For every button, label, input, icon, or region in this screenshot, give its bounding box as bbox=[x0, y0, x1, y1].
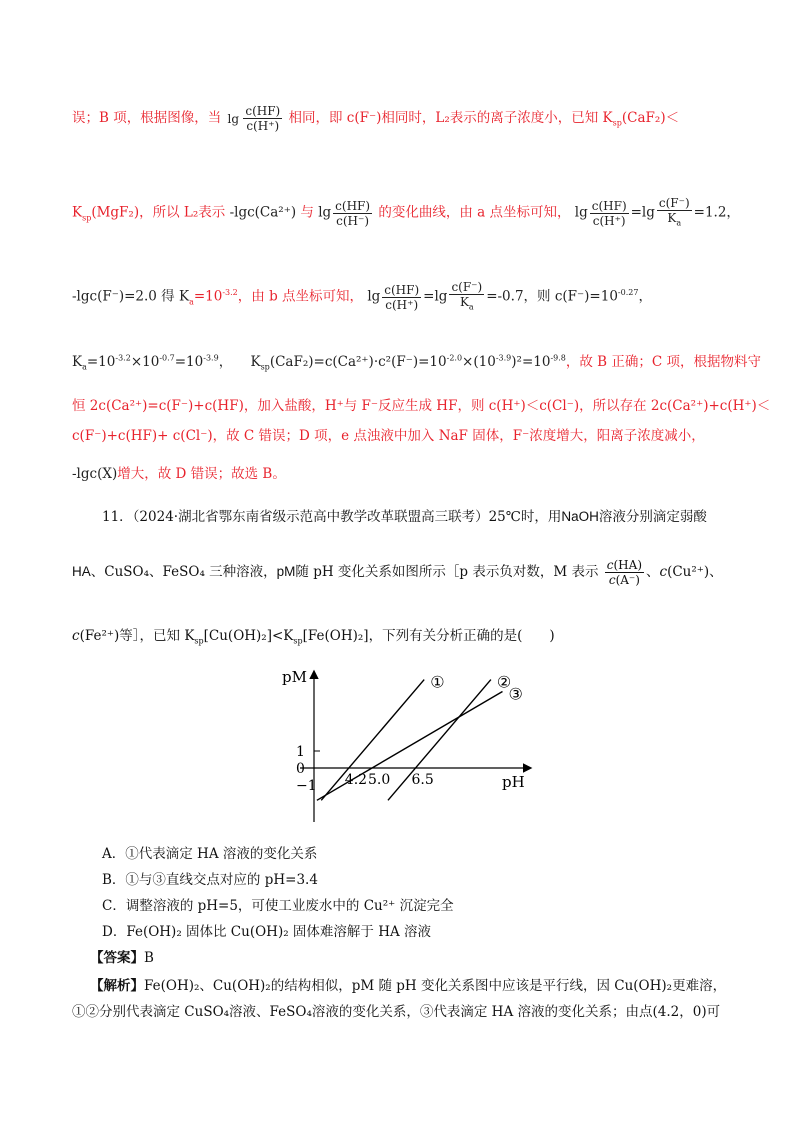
text-segment: 、CuSO₄、FeSO₄ 三种溶液， bbox=[90, 564, 277, 580]
y-tick-label: 1 bbox=[296, 744, 305, 760]
text-segment: ， bbox=[218, 354, 233, 370]
solution-line-6: c(F⁻)+c(HF)+ c(Cl⁻)，故 C 错误；D 项，e 点浊液中加入 NaF 固体，F⁻浓度增大，阳离子浓度减小， bbox=[72, 428, 705, 444]
math-lgc-x: -lgc(X) bbox=[72, 466, 118, 482]
text-segment: =2.0 得 K bbox=[124, 288, 190, 305]
text-segment: 、 bbox=[709, 564, 723, 580]
x-axis-label: pH bbox=[502, 773, 525, 791]
solution-line-3: -lgc(F⁻)=2.0 得 $K_a=10^{-3.2}$，由 b 点坐标可知， lg $\frac{c(HF)}{c(H^+)}$ =lg $\frac{c(F^-)}{K_a}$ =-0.7，则 $c(F^-)=10^{-0.27}$， bbox=[72, 280, 652, 314]
text-segment: 误；B 项，根据图像，当 bbox=[72, 110, 222, 126]
fraction: $\frac{c(F^-)}{K_a}$ bbox=[658, 196, 690, 228]
answer-line bbox=[90, 946, 154, 966]
text-segment: 、 bbox=[646, 564, 660, 580]
question-line-3 bbox=[72, 624, 555, 646]
text-segment: =10 bbox=[589, 288, 618, 305]
y-tick-label: 0 bbox=[296, 761, 305, 777]
x-tick-label: 6.5 bbox=[411, 772, 434, 788]
math-eq-lg: =lg bbox=[423, 288, 448, 305]
fraction-c-ha: $\frac{c(HA)}{c(A^-)}$ bbox=[606, 558, 642, 587]
y-tick-label: −1 bbox=[296, 778, 317, 794]
series-label-2: ② bbox=[496, 672, 512, 692]
math-c-fe: c(Fe²⁺) bbox=[72, 628, 120, 644]
analysis-line-2: ①②分别代表滴定 CuSO₄溶液、FeSO₄溶液的变化关系，③代表滴定 HA 溶液的变化关系；由点(4.2，0)可 bbox=[72, 1004, 721, 1020]
text-segment: =10 bbox=[86, 354, 116, 370]
analysis-line-1 bbox=[90, 974, 726, 994]
ph-pm-chart bbox=[270, 662, 570, 832]
math-cf: c(F⁻) bbox=[554, 288, 590, 305]
text-segment: ×10 bbox=[130, 354, 160, 370]
y-axis-label: pM bbox=[282, 668, 307, 686]
y-ticks bbox=[296, 744, 320, 794]
text-segment: 增大，故 D 错误；故选 B。 bbox=[117, 466, 286, 482]
text-segment: 与 bbox=[300, 204, 314, 221]
text-segment: 随 pH 变化关系如图所示［p 表示负对数，M 表示 bbox=[295, 564, 599, 580]
analysis-label: 【解析】 bbox=[90, 978, 144, 994]
text-segment: 的变化曲线，由 a 点坐标可知， bbox=[378, 204, 571, 221]
option-b[interactable]: B．①与③直线交点对应的 pH=3.4 bbox=[102, 872, 318, 888]
series-label-1: ① bbox=[430, 672, 445, 692]
text-segment: =10 bbox=[174, 354, 204, 370]
series-label-3: ③ bbox=[508, 684, 523, 704]
question-line-1 bbox=[102, 505, 707, 525]
text-segment: ，下列有关分析正确的是( ) bbox=[368, 628, 555, 644]
text-segment: ，故 B 正确；C 项，根据物料守 bbox=[565, 354, 761, 370]
text-segment: NaOH bbox=[561, 509, 599, 524]
math-lgc-f: -lgc(F⁻) bbox=[72, 288, 125, 305]
answer-label: 【答案】 bbox=[90, 950, 144, 966]
solution-line-7 bbox=[72, 462, 286, 482]
answer-value: B bbox=[144, 950, 154, 966]
fraction: $\frac{c(HF)}{c(H^+)}$ bbox=[591, 198, 627, 228]
text-segment: K bbox=[72, 204, 83, 221]
series-line-2 bbox=[388, 680, 491, 801]
text-segment: 11．（2024·湖北省鄂东南省级示范高中教学改革联盟高三联考）25℃时，用 bbox=[102, 509, 562, 525]
fraction-lg-hf-h: lg bbox=[227, 111, 240, 126]
fraction: $\frac{c(F^-)}{K_a}$ bbox=[451, 280, 483, 312]
text-segment: pM bbox=[276, 564, 296, 579]
solution-line-2: $K_{sp}(MgF_2)$，所以 L₂表示 -lgc(Ca²⁺) 与 lg $\frac{c(HF)}{c(H^-)}$ 的变化曲线，由 a 点坐标可知， lg $\frac{c(HF)}{c(H^+)}$ =lg $\frac{c(F^-)}{K_a}$ =1.2， bbox=[72, 196, 740, 230]
question-line-2 bbox=[72, 558, 723, 587]
text-segment: =1.2， bbox=[693, 204, 740, 221]
fraction: $\frac{c(HF)}{c(H^+)}$ bbox=[245, 104, 281, 133]
text-segment: 等］，已知 bbox=[119, 628, 181, 644]
math-lgc-ca: -lgc(Ca²⁺) bbox=[229, 204, 297, 221]
option-a[interactable]: A．①代表滴定 HA 溶液的变化关系 bbox=[102, 846, 318, 862]
text-segment: HA bbox=[72, 564, 91, 579]
math-ka: $K_a$ bbox=[72, 354, 87, 372]
text-segment: =10 bbox=[521, 354, 551, 370]
math-eq-lg: =lg bbox=[630, 204, 655, 221]
fraction: $\frac{c(HF)}{c(H^-)}$ bbox=[335, 198, 371, 228]
text-segment: ，由 b 点坐标可知， bbox=[237, 288, 364, 305]
text-segment: 溶液分别滴定弱酸 bbox=[598, 509, 707, 525]
text-segment: 相同，即 c(F⁻)相同时，L₂表示的离子浓度小，已知 K bbox=[288, 110, 613, 126]
solution-line-5: 恒 2c(Ca²⁺)=c(F⁻)+c(HF)，加入盐酸，H⁺与 F⁻反应生成 HF，则 c(H⁺)＜c(Cl⁻)，所以存在 2c(Ca²⁺)+c(H⁺)＜ bbox=[72, 398, 771, 414]
math-lg: lg bbox=[574, 204, 588, 221]
series-line-3 bbox=[317, 692, 503, 801]
text-segment: (MgF₂)，所以 L₂表示 bbox=[91, 204, 226, 221]
math-ksp-compare: $K_{sp}[Cu(OH)_2]<K_{sp}[Fe(OH)_2]$ bbox=[184, 628, 369, 646]
math-lg: lg bbox=[367, 288, 381, 305]
x-tick-label: 5.0 bbox=[368, 772, 391, 788]
text-segment: =-0.7，则 bbox=[486, 288, 551, 305]
fraction: $\frac{c(HF)}{c(H^+)}$ bbox=[384, 282, 420, 312]
x-tick-label: 4.2 bbox=[344, 772, 368, 788]
solution-line-4: $K_a=10^{-3.2}\times 10^{-0.7}=10^{-3.9}$， $K_{sp}(CaF_2)=c(Ca^{2+})\cdot c^2(F^-)=10^{-2.0}\times(10^{-3.9})^2=10^{-9.8}$，故 B 正确；C 项，根据物料守 bbox=[72, 353, 761, 372]
x-ticks bbox=[345, 772, 434, 788]
math-ksp-caf2: $K_{sp}(CaF_2)=c(Ca^{2+})\cdot c^2(F^-)=10^{-2.0}\times(10^{-3.9})^2$ bbox=[250, 353, 522, 372]
option-c[interactable]: C．调整溶液的 pH=5，可使工业废水中的 Cu²⁺ 沉淀完全 bbox=[102, 898, 454, 914]
solution-line-1: 误；B 项，根据图像，当 lg $\frac{c(HF)}{c(H^+)}$ 相同，即 c(F⁻)相同时，L₂表示的离子浓度小，已知 $K_{sp}(CaF_2)<$ bbox=[72, 104, 680, 133]
option-d[interactable]: D．Fe(OH)₂ 固体比 Cu(OH)₂ 固体难溶解于 HA 溶液 bbox=[102, 924, 432, 940]
math-lg: lg bbox=[318, 204, 332, 221]
text-segment: =10 bbox=[193, 288, 223, 305]
math-c-cu: c(Cu²⁺) bbox=[659, 564, 710, 580]
text-segment: (CaF₂)＜ bbox=[621, 110, 680, 126]
text-segment: Fe(OH)₂、Cu(OH)₂的结构相似，pM 随 pH 变化关系图中应该是平行线，因 Cu(OH)₂更难溶， bbox=[144, 978, 727, 994]
